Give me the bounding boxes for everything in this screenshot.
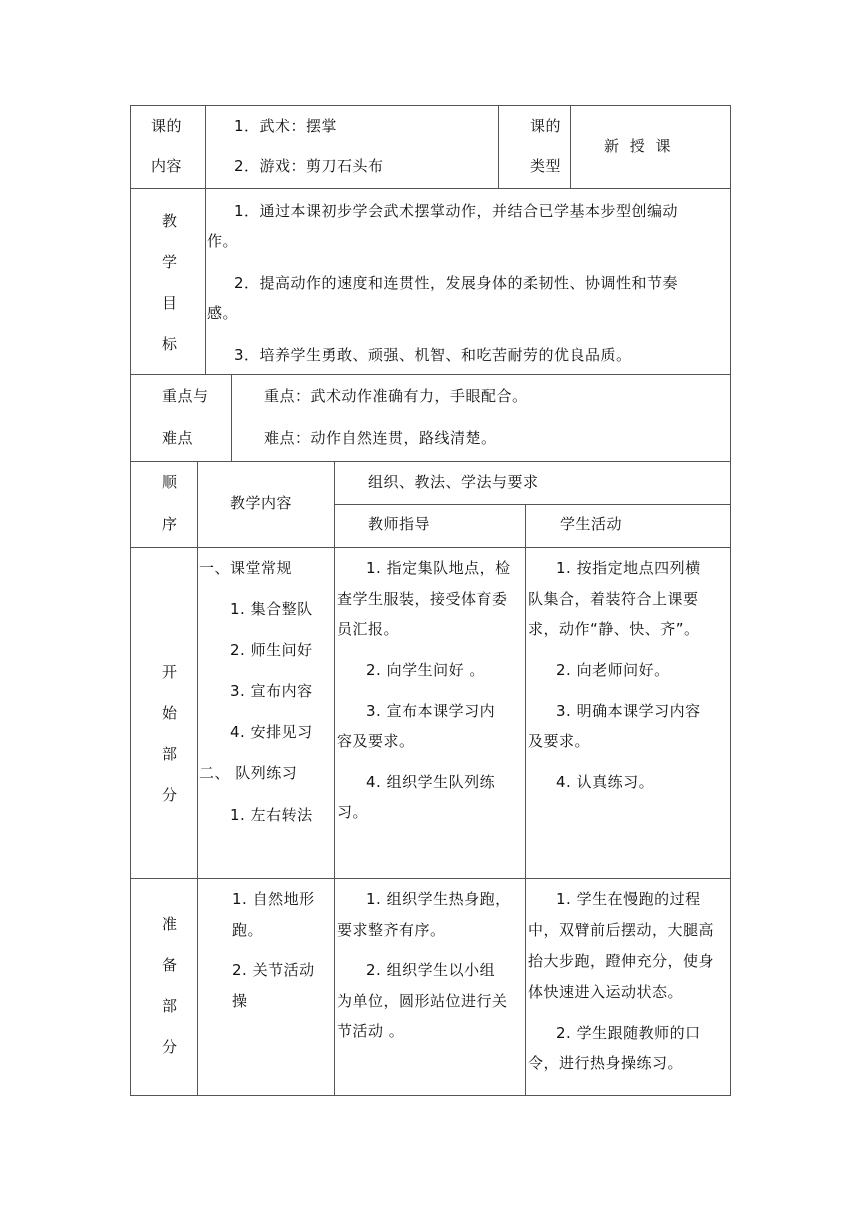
start-content-6: 二、 队列练习: [199, 764, 298, 782]
start-teacher-3-l2: 容及要求。: [337, 732, 415, 750]
row1-bottom: [130, 188, 731, 189]
organization-header: 组织、教法、学法与要求: [368, 473, 539, 491]
objective-3-line1: 3．培养学生勇敢、顽强、机智、和吃苦耐劳的优良品质。: [234, 346, 632, 364]
prep-content-1-l1: 1. 自然地形: [232, 890, 315, 908]
content-item-2: 2．游戏：剪刀石头布: [234, 157, 384, 175]
objectives-label-char-1: 教: [162, 212, 178, 230]
content-label-line2: 内容: [151, 157, 183, 175]
start-student-3-l2: 及要求。: [528, 732, 591, 750]
order-label-char-1: 顺: [162, 473, 178, 491]
prep-content-1-l2: 跑。: [232, 921, 264, 939]
order-label-char-2: 序: [162, 515, 178, 533]
row1-divider-a: [205, 105, 206, 189]
start-section-bottom: [130, 878, 731, 879]
content-label-line1: 课的: [151, 117, 183, 135]
table-border-right: [730, 105, 731, 1096]
start-teacher-1-l1: 1. 指定集队地点，检: [366, 559, 511, 577]
start-content-5: 4. 安排见习: [230, 723, 313, 741]
key-label-line1: 重点与: [162, 387, 209, 405]
start-label-char-1: 开: [162, 663, 178, 681]
start-teacher-3-l1: 3. 宣布本课学习内: [366, 702, 496, 720]
content-item-1: 1．武术：摆掌: [234, 117, 338, 135]
start-content-1: 一、课堂常规: [199, 559, 293, 577]
prep-student-2-l2: 令，进行热身操练习。: [528, 1054, 684, 1072]
prep-content-2-l1: 2. 关节活动: [232, 961, 315, 979]
objectives-label-char-3: 目: [162, 294, 178, 312]
start-teacher-1-l3: 员汇报。: [337, 620, 400, 638]
start-student-4-l1: 4. 认真练习。: [556, 773, 655, 791]
start-student-1-l2: 队集合，着装符合上课要: [528, 590, 699, 608]
teaching-content-header: 教学内容: [230, 494, 293, 512]
start-student-2-l1: 2. 向老师问好。: [556, 661, 670, 679]
difficulty-text: 难点：动作自然连贯，路线清楚。: [264, 429, 497, 447]
row1-divider-b: [498, 105, 499, 189]
prep-teacher-1-l2: 要求整齐有序。: [337, 921, 446, 939]
plan-col-div-2: [334, 461, 335, 1096]
row2-bottom: [130, 374, 731, 375]
row2-divider: [205, 188, 206, 375]
start-content-4: 3. 宣布内容: [230, 682, 313, 700]
table-border-top: [130, 105, 731, 106]
prep-label-char-1: 准: [162, 915, 178, 933]
plan-header-bottom: [130, 547, 731, 548]
prep-label-char-2: 备: [162, 956, 178, 974]
key-label-line2: 难点: [162, 429, 194, 447]
prep-student-1-l4: 体快速进入运动状态。: [528, 983, 684, 1001]
start-content-3: 2. 师生问好: [230, 641, 313, 659]
objectives-label-char-4: 标: [162, 335, 178, 353]
type-label-line1: 课的: [530, 117, 562, 135]
prep-teacher-2-l2: 为单位，圆形站位进行关: [337, 992, 508, 1010]
table-border-bottom: [130, 1095, 731, 1096]
prep-student-1-l2: 中，双臂前后摆动，大腿高: [528, 921, 715, 939]
start-student-1-l1: 1. 按指定地点四列横: [556, 559, 701, 577]
objective-2-line1: 2．提高动作的速度和连贯性，发展身体的柔韧性、协调性和节奏: [234, 274, 679, 292]
prep-teacher-1-l1: 1. 组织学生热身跑，: [366, 890, 511, 908]
start-teacher-2-l1: 2. 向学生问好 。: [366, 661, 485, 679]
objective-1-line2: 作。: [207, 232, 239, 250]
prep-teacher-2-l1: 2. 组织学生以小组: [366, 961, 496, 979]
prep-label-char-4: 分: [162, 1038, 178, 1056]
start-teacher-4-l1: 4. 组织学生队列练: [366, 773, 496, 791]
row3-bottom: [130, 461, 731, 462]
prep-student-1-l1: 1. 学生在慢跑的过程: [556, 890, 701, 908]
row3-divider: [231, 374, 232, 462]
type-label-line2: 类型: [530, 157, 562, 175]
prep-student-2-l1: 2. 学生跟随教师的口: [556, 1024, 701, 1042]
teacher-guidance-header: 教师指导: [368, 515, 431, 533]
table-border-left: [130, 105, 131, 1096]
prep-student-1-l3: 抬大步跑，蹬伸充分，使身: [528, 952, 715, 970]
prep-label-char-3: 部: [162, 997, 178, 1015]
start-content-2: 1. 集合整队: [230, 600, 313, 618]
start-teacher-4-l2: 习。: [337, 803, 369, 821]
start-student-3-l1: 3. 明确本课学习内容: [556, 702, 701, 720]
row1-divider-c: [570, 105, 571, 189]
prep-content-2-l2: 操: [232, 992, 248, 1010]
start-student-1-l3: 求，动作“静、快、齐”。: [528, 620, 700, 638]
start-label-char-2: 始: [162, 704, 178, 722]
student-activity-header: 学生活动: [560, 515, 623, 533]
objective-1-line1: 1．通过本课初步学会武术摆掌动作，并结合已学基本步型创编动: [234, 202, 679, 220]
objective-2-line2: 感。: [207, 304, 239, 322]
start-teacher-1-l2: 查学生服装，接受体育委: [337, 590, 508, 608]
plan-header-mid: [334, 504, 731, 505]
start-label-char-4: 分: [162, 786, 178, 804]
objectives-label-char-2: 学: [162, 253, 178, 271]
key-point-text: 重点：武术动作准确有力，手眼配合。: [264, 387, 528, 405]
lesson-type-value: 新 授 课: [604, 137, 674, 155]
plan-col-div-1: [197, 461, 198, 1096]
start-label-char-3: 部: [162, 745, 178, 763]
prep-teacher-2-l3: 节活动 。: [337, 1022, 405, 1040]
plan-col-div-3: [525, 504, 526, 1096]
start-content-7: 1. 左右转法: [230, 806, 313, 824]
